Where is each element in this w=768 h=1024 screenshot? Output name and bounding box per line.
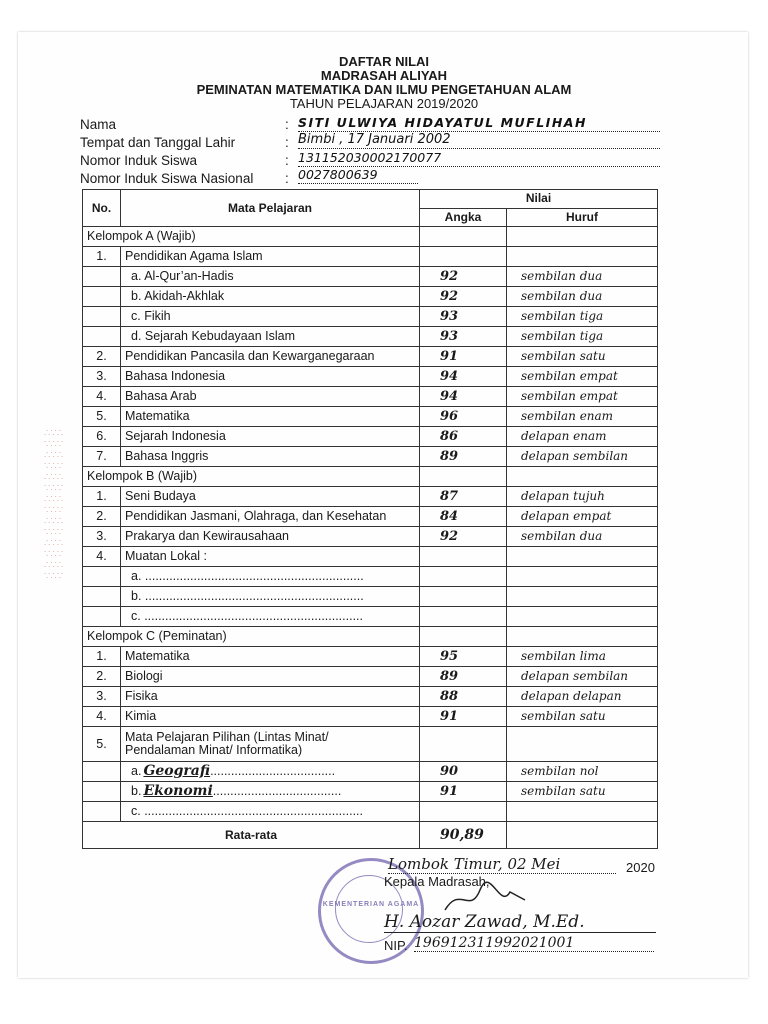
name-label: Nama (80, 117, 117, 132)
table-row (83, 307, 658, 327)
row-number: 5. (83, 727, 121, 762)
row-number: 3. (83, 527, 121, 547)
name-colon: : (285, 117, 289, 132)
subject-cell (121, 387, 420, 407)
subject-cell (121, 407, 420, 427)
subject-cell (121, 427, 420, 447)
subject-name: a. Al-Qur’an-Hadis (131, 269, 234, 283)
table-row (83, 687, 658, 707)
score-number: 93 (420, 307, 507, 327)
subject-name: d. Sejarah Kebudayaan Islam (131, 329, 295, 343)
subject-name: Bahasa Indonesia (125, 369, 226, 383)
subject-cell (121, 247, 420, 267)
subject-cell (121, 507, 420, 527)
subject-cell (121, 287, 420, 307)
table-row (83, 327, 658, 347)
row-number (83, 287, 121, 307)
nip-label: NIP. (384, 938, 408, 953)
subject-name: c. Fikih (131, 309, 171, 323)
table-row (83, 267, 658, 287)
school-name: MADRASAH ALIYAH (320, 68, 448, 83)
nip-value: 196912311992021001 (414, 935, 654, 952)
col-angka-header: Angka (420, 208, 507, 227)
score-number (420, 567, 507, 587)
table-row (83, 762, 658, 782)
empty-cell (507, 627, 658, 647)
row-number (83, 327, 121, 347)
score-number (420, 587, 507, 607)
subject-name: Seni Budaya (125, 489, 196, 503)
subject-cell (121, 447, 420, 467)
subject-name: Sejarah Indonesia (125, 429, 226, 443)
stamp-text: KEMENTERIAN AGAMA (322, 901, 420, 908)
col-nilai-header: Nilai (420, 190, 658, 209)
table-row (83, 587, 658, 607)
place-date: Lombok Timur, 02 Mei (388, 855, 616, 874)
group-label: Kelompok A (Wajib) (83, 227, 420, 247)
score-words (507, 247, 658, 267)
empty-cell (507, 467, 658, 487)
score-words: delapan tujuh (507, 487, 658, 507)
nis-value: 131152030002170077 (298, 150, 660, 167)
subject-cell (121, 587, 420, 607)
score-number: 92 (420, 267, 507, 287)
row-number (83, 782, 121, 802)
score-number (420, 607, 507, 627)
table-row (83, 367, 658, 387)
subject-cell (121, 367, 420, 387)
subject-cell (121, 347, 420, 367)
row-number: 6. (83, 427, 121, 447)
subject-name: Kimia (125, 709, 157, 723)
subject-cell (121, 687, 420, 707)
row-number (83, 762, 121, 782)
principal-name: H. Aozar Zawad, M.Ed. (384, 912, 656, 933)
table-row (83, 547, 658, 567)
score-number: 91 (420, 782, 507, 802)
subject-cell (121, 762, 420, 782)
score-number: 88 (420, 687, 507, 707)
table-row (83, 527, 658, 547)
table-row (83, 607, 658, 627)
score-number: 91 (420, 707, 507, 727)
margin-stain: ∴∵∴ ∵∴∵ ∴∵∴ ∵∴∵ ∴∵∴ ∵∴∵ ∴∵∴ ∵∴∵ ∴∵∴ ∵∴∵ ∴∵∴ ∵∴∵ ∴∵∴ ∵∴∵ (44, 428, 64, 582)
subject-name: Fisika (125, 689, 158, 703)
table-row (83, 802, 658, 822)
score-number (420, 247, 507, 267)
score-words: sembilan dua (507, 267, 658, 287)
score-words: sembilan nol (507, 762, 658, 782)
subject-name: b. ............................................................... (131, 589, 364, 603)
row-number: 2. (83, 347, 121, 367)
score-number (420, 727, 507, 762)
table-row (83, 707, 658, 727)
birth-value: Bimbi , 17 Januari 2002 (298, 132, 660, 149)
row-number: 1. (83, 487, 121, 507)
group-row (83, 467, 658, 487)
row-number (83, 267, 121, 287)
score-words (507, 587, 658, 607)
empty-cell (420, 627, 507, 647)
table-row (83, 507, 658, 527)
footer-year: 2020 (626, 860, 655, 875)
nisn-label: Nomor Induk Siswa Nasional (80, 171, 254, 186)
score-words: delapan enam (507, 427, 658, 447)
score-number: 94 (420, 367, 507, 387)
subject-name: Pendidikan Jasmani, Olahraga, dan Kesehatan (125, 509, 387, 523)
subject-name: Biologi (125, 669, 163, 683)
subject-cell (121, 547, 420, 567)
nisn-value: 0027800639 (298, 167, 418, 184)
score-words: sembilan tiga (507, 327, 658, 347)
subject-cell (121, 782, 420, 802)
name-value: SITI ULWIYA HIDAYATUL MUFLIHAH (298, 115, 660, 132)
nisn-colon: : (285, 171, 289, 186)
subject-cell (121, 267, 420, 287)
subject-name: b. Akidah-Akhlak (131, 289, 225, 303)
score-number: 90 (420, 762, 507, 782)
table-row (83, 247, 658, 267)
score-number: 87 (420, 487, 507, 507)
academic-year: TAHUN PELAJARAN 2019/2020 (289, 96, 479, 111)
item-prefix: b. (131, 784, 142, 798)
score-words (507, 567, 658, 587)
score-number: 89 (420, 667, 507, 687)
subject-cell (121, 802, 420, 822)
subject-name: Prakarya dan Kewirausahaan (125, 529, 289, 543)
subject-name: Matematika (125, 409, 190, 423)
col-subject-header: Mata Pelajaran (121, 190, 420, 227)
dotted-fill: ..................................... (212, 784, 342, 798)
subject-cell (121, 667, 420, 687)
subject-name: c. ............................................................... (131, 804, 363, 818)
row-number: 1. (83, 247, 121, 267)
row-number (83, 307, 121, 327)
row-number (83, 567, 121, 587)
item-prefix: a. (131, 764, 142, 778)
score-words: sembilan tiga (507, 307, 658, 327)
row-number: 3. (83, 367, 121, 387)
score-words: sembilan dua (507, 527, 658, 547)
table-row (83, 347, 658, 367)
score-number: 94 (420, 387, 507, 407)
row-number: 4. (83, 387, 121, 407)
table-row (83, 447, 658, 467)
subject-name: c. ............................................................... (131, 609, 363, 623)
score-words: sembilan enam (507, 407, 658, 427)
table-row (83, 287, 658, 307)
table-row (83, 727, 658, 762)
score-number: 92 (420, 527, 507, 547)
subject-name: Pendidikan Agama Islam (125, 249, 263, 263)
row-number (83, 802, 121, 822)
score-words: sembilan empat (507, 367, 658, 387)
subject-cell (121, 327, 420, 347)
subject-cell (121, 727, 420, 762)
score-words: sembilan dua (507, 287, 658, 307)
score-number: 86 (420, 427, 507, 447)
row-number: 2. (83, 667, 121, 687)
subject-cell (121, 567, 420, 587)
doc-title: DAFTAR NILAI (338, 54, 430, 69)
score-words: sembilan lima (507, 647, 658, 667)
row-number: 4. (83, 707, 121, 727)
subject-name: Pendidikan Pancasila dan Kewarganegaraan (125, 349, 375, 363)
nis-colon: : (285, 153, 289, 168)
score-words: sembilan empat (507, 387, 658, 407)
table-row (83, 407, 658, 427)
row-number: 3. (83, 687, 121, 707)
score-words: sembilan satu (507, 347, 658, 367)
row-number: 5. (83, 407, 121, 427)
average-value: 90,89 (420, 822, 507, 849)
subject-cell (121, 527, 420, 547)
score-words (507, 727, 658, 762)
group-row (83, 227, 658, 247)
score-words: delapan sembilan (507, 447, 658, 467)
birth-label: Tempat dan Tanggal Lahir (80, 135, 236, 150)
score-words (507, 802, 658, 822)
row-number (83, 607, 121, 627)
row-number: 7. (83, 447, 121, 467)
group-label: Kelompok B (Wajib) (83, 467, 420, 487)
subject-cell (121, 707, 420, 727)
score-number: 84 (420, 507, 507, 527)
subject-name: Bahasa Inggris (125, 449, 209, 463)
score-number: 96 (420, 407, 507, 427)
score-words: delapan delapan (507, 687, 658, 707)
score-words: delapan sembilan (507, 667, 658, 687)
average-label: Rata-rata (83, 822, 420, 849)
score-words (507, 607, 658, 627)
grades-body (83, 227, 658, 822)
program-name: PEMINATAN MATEMATIKA DAN ILMU PENGETAHUAN ALAM (196, 82, 572, 97)
birth-colon: : (285, 135, 289, 150)
subject-cell (121, 647, 420, 667)
row-number: 1. (83, 647, 121, 667)
empty-cell (420, 467, 507, 487)
row-number: 4. (83, 547, 121, 567)
table-row (83, 782, 658, 802)
table-row (83, 567, 658, 587)
subject-name: Muatan Lokal : (125, 549, 207, 563)
average-empty (507, 822, 658, 849)
row-number (83, 587, 121, 607)
subject-cell (121, 487, 420, 507)
score-number (420, 802, 507, 822)
subject-name-line2: Pendalaman Minat/ Informatika) (125, 743, 303, 757)
table-row (83, 647, 658, 667)
score-words: sembilan satu (507, 707, 658, 727)
score-number: 95 (420, 647, 507, 667)
score-words (507, 547, 658, 567)
score-number: 91 (420, 347, 507, 367)
score-number (420, 547, 507, 567)
subject-name: a. ............................................................... (131, 569, 364, 583)
dotted-fill: .................................... (210, 764, 336, 778)
empty-cell (507, 227, 658, 247)
elective-subject: Geografi (143, 763, 211, 779)
row-number: 2. (83, 507, 121, 527)
subject-name: Matematika (125, 649, 190, 663)
empty-cell (420, 227, 507, 247)
nis-label: Nomor Induk Siswa (80, 153, 198, 168)
table-row (83, 427, 658, 447)
table-row (83, 667, 658, 687)
principal-position: Kepala Madrasah, (384, 874, 490, 889)
score-number: 92 (420, 287, 507, 307)
group-row (83, 627, 658, 647)
table-row (83, 387, 658, 407)
elective-subject: Ekonomi (143, 783, 213, 799)
grades-table (82, 189, 658, 849)
subject-cell (121, 307, 420, 327)
table-row (83, 487, 658, 507)
col-no-header: No. (83, 190, 121, 227)
score-words: sembilan satu (507, 782, 658, 802)
subject-name: Bahasa Arab (125, 389, 197, 403)
score-words: delapan empat (507, 507, 658, 527)
group-label: Kelompok C (Peminatan) (83, 627, 420, 647)
score-number: 93 (420, 327, 507, 347)
subject-name: Mata Pelajaran Pilihan (Lintas Minat/ (125, 730, 329, 744)
subject-cell (121, 607, 420, 627)
col-huruf-header: Huruf (507, 208, 658, 227)
score-number: 89 (420, 447, 507, 467)
